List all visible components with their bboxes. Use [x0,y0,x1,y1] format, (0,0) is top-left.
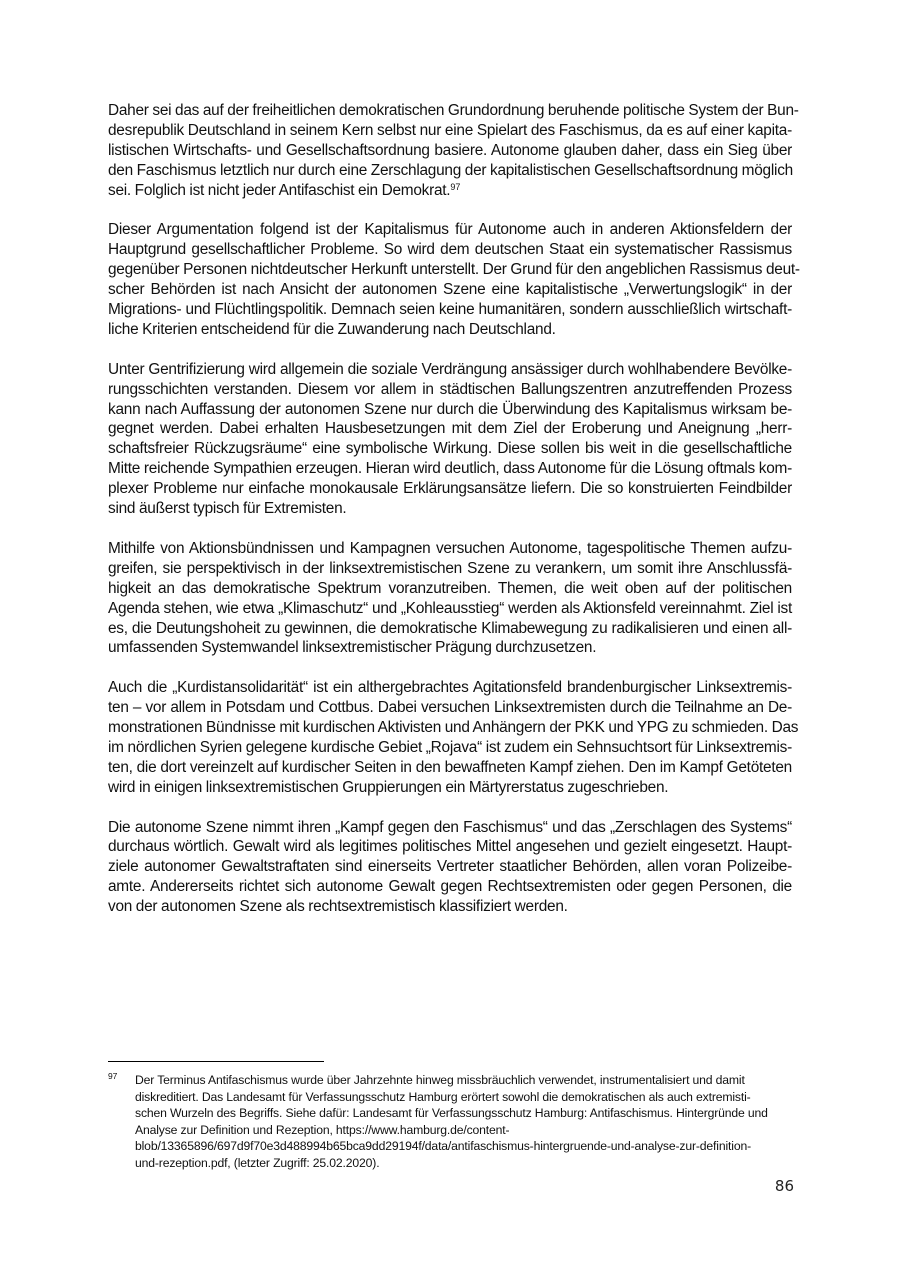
text-line: von der autonomen Szene als rechtsextremistisch klassifiziert werden. [108,898,568,916]
text-line: sei. Folglich ist nicht jeder Antifaschist ein Demokrat. [108,181,451,199]
footnote-line: Der Terminus Antifaschismus wurde über Jahrzehnte hinweg missbräuchlich verwendet, instrumentalisiert und damit [135,1073,745,1087]
text-line: monstrationen Bündnisse mit kurdischen Aktivisten und Anhängern der PKK und YPG zu schmieden. Das [108,719,799,737]
text-line: den Faschismus letztlich nur durch eine Zerschlagung der kapitalistischen Gesellschaftsordnung möglich [108,161,793,179]
text-line: Mithilfe von Aktionsbündnissen und Kampagnen versuchen Autonome, tagespolitische Themen aufzu- [108,539,792,557]
text-line: es, die Deutungshoheit zu gewinnen, die demokratische Klimabewegung zu radikalisieren und einen all- [108,619,792,637]
text-line: listischen Wirtschafts- und Gesellschaftsordnung basiere. Autonome glauben daher, dass ein Sieg über [108,141,792,159]
text-line: gegnet werden. Dabei erhalten Hausbesetzungen mit dem Ziel der Eroberung und Aneignung „herr- [108,420,792,438]
text-line: im nördlichen Syrien gelegene kurdische Gebiet „Rojava“ ist zudem ein Sehnsuchtsort für Linksextremis- [108,738,792,756]
paragraph-gentrification [108,360,792,519]
text-line: higkeit an das demokratische Spektrum voranzutreiben. Themen, die weit oben auf der politischen [108,579,792,597]
footnote-text [135,1072,795,1172]
paragraph-racism [108,220,800,339]
text-line: plexer Probleme nur einfache monokausale Erklärungsansätze liefern. Die so konstruierten Feindbilder [108,480,792,498]
footnote-line: schen Wurzeln des Begriffs. Siehe dafür: Landesamt für Verfassungsschutz Hamburg: Antifaschismus. Hintergründe und [135,1106,768,1121]
text-line: scher Behörden ist nach Ansicht der autonomen Szene eine kapitalistische „Verwertungslogik“ in der [108,281,792,299]
text-line: Unter Gentrifizierung wird allgemein die soziale Verdrängung ansässiger durch wohlhabendere Bevölke- [108,360,792,378]
footnote-line[interactable]: Analyse zur Definition und Rezeption, https://www.hamburg.de/content- [135,1122,510,1137]
text-line: umfassenden Systemwandel linksextremistischer Prägung durchzusetzen. [108,639,597,657]
text-line: rungsschichten verstanden. Diesem vor allem in städtischen Ballungszentren anzutreffenden Prozess [108,380,792,398]
text-line: ziele autonomer Gewaltstraftaten sind einerseits Vertreter staatlicher Behörden, allen voran Polizeibe- [108,858,792,876]
text-line: Die autonome Szene nimmt ihren „Kampf gegen den Faschismus“ und das „Zerschlagen des Systems“ [108,818,792,836]
text-line: kann nach Auffassung der autonomen Szene nur durch die Überwindung des Kapitalismus wirksam be- [108,400,792,418]
text-line-with-footnote [108,181,792,201]
text-line: desrepublik Deutschland in seinem Kern selbst nur eine Spielart des Faschismus, da es auf einer kapita- [108,121,792,139]
paragraph-autonomous-violence [108,818,792,918]
text-line: amte. Andererseits richtet sich autonome Gewalt gegen Rechtsextremisten oder gegen Personen, die [108,878,792,896]
footnote-number: 97 [108,1071,118,1081]
page-number: 86 [774,1177,794,1195]
text-line: sind äußerst typisch für Extremisten. [108,500,347,518]
footnote-separator [108,1061,324,1062]
footnote-line: diskreditiert. Das Landesamt für Verfassungsschutz Hamburg erörtert sowohl die demokratischen als auch extremisti- [135,1089,751,1104]
text-line: Dieser Argumentation folgend ist der Kapitalismus für Autonome auch in anderen Aktionsfeldern der [108,221,792,239]
text-line: Auch die „Kurdistansolidarität“ ist ein althergebrachtes Agitationsfeld brandenburgischer Linksextremis- [108,679,792,697]
text-line: ten, die dort vereinzelt auf kurdischer Seiten in den bewaffneten Kampf ziehen. Den im Kampf Getöteten [108,758,792,776]
text-line: schaftsfreier Rückzugsräume“ eine symbolische Wirkung. Diese sollen bis weit in die gesellschaftliche [108,440,792,458]
text-line: ten – vor allem in Potsdam und Cottbus. Dabei versuchen Linksextremisten durch die Teilnahme an De- [108,699,792,717]
text-line: Hauptgrund gesellschaftlicher Probleme. So wird dem deutschen Staat ein systematischer Rassismus [108,241,792,259]
text-line: durchaus wörtlich. Gewalt wird als legitimes politisches Mittel angesehen und gezielt eingesetzt. Haupt- [108,838,792,856]
text-line: Migrations- und Flüchtlingspolitik. Demnach seien keine humanitären, sondern ausschließlich wirtschaft- [108,301,792,319]
paragraph-capitalism-fascism [108,101,799,201]
paragraph-kurdistan-solidarity [108,678,799,797]
text-line: gegenüber Personen nichtdeutscher Herkunft unterstellt. Der Grund für den angeblichen Rassismus deut- [108,261,800,279]
text-line: liche Kriterien entscheidend für die Zuwanderung nach Deutschland. [108,320,556,338]
text-line: wird in einigen linksextremistischen Gruppierungen ein Märtyrerstatus zugeschrieben. [108,778,669,796]
footnote-reference[interactable]: 97 [450,181,461,192]
text-line: Mitte reichende Sympathien erzeugen. Hieran wird deutlich, dass Autonome für die Lösung oftmals kom- [108,460,792,478]
footnote-line[interactable]: blob/13365896/697d9f70e3d488994b65bca9dd29194f/data/antifaschismus-hintergruende-und-analyse-zur-definition- [135,1139,751,1154]
text-line: Agenda stehen, wie etwa „Klimaschutz“ und „Kohleausstieg“ werden als Aktionsfeld vereinnahmt. Ziel ist [108,599,792,617]
text-line: Daher sei das auf der freiheitlichen demokratischen Grundordnung beruhende politische System der Bun- [108,102,799,119]
text-line: greifen, sie perspektivisch in der linksextremistischen Szene zu verankern, um somit ihre Anschlussfä- [108,559,792,577]
paragraph-action-alliances [108,539,792,658]
footnote-line[interactable]: und-rezeption.pdf, (letzter Zugriff: 25.02.2020). [135,1155,380,1170]
footnote-97 [108,1072,792,1172]
body-text [108,101,800,937]
